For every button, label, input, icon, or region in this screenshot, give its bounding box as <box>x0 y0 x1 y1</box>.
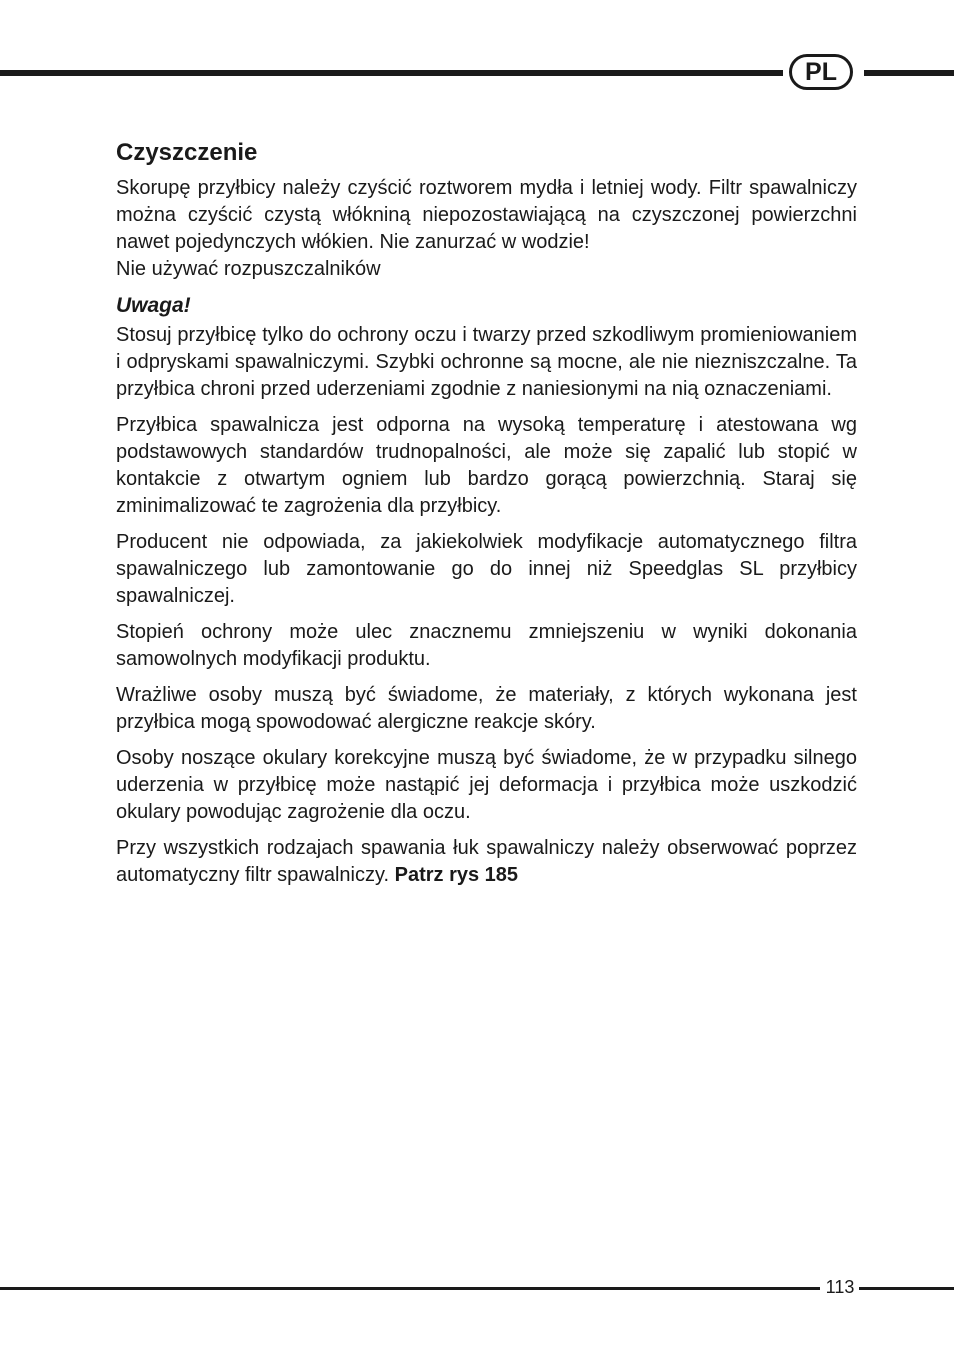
footer-rule-right <box>859 1287 954 1290</box>
warning-paragraph-7 <box>116 835 857 889</box>
cleaning-paragraph-solvents: Nie używać rozpuszczalników <box>116 258 381 280</box>
section-title-cleaning: Czyszczenie <box>116 139 258 166</box>
header-rule-right <box>864 70 954 76</box>
page-number: 113 <box>825 1277 855 1297</box>
cleaning-paragraph: Skorupę przyłbicy należy czyścić roztworem mydła i letniej wody. Filtr spawalniczy można czyścić czystą włókniną niepozostawiającą na czyszczonej powierzchni nawet pojedynczych włókien. Nie zanurzać w wodzie! <box>116 177 857 253</box>
warning-paragraph-3: Producent nie odpowiada, za jakiekolwiek modyfikacje automatycznego filtra spawalniczego lub zamontowanie go do innej niż Speedglas SL przyłbicy spawalniczej. <box>116 531 857 607</box>
arc-observation-text: Przy wszystkich rodzajach spawania łuk spawalniczy należy obserwować poprzez automatyczny filtr spawalniczy. <box>116 837 857 886</box>
warning-paragraph-1: Stosuj przyłbicę tylko do ochrony oczu i twarzy przed szkodliwym promieniowaniem i odpryskami spawalniczymi. Szybki ochronne są mocne, ale nie niezniszczalne. Ta przyłbica chroni przed uderzeniami zgodnie z naniesionymi na nią oznaczeniami. <box>116 324 857 400</box>
footer-rule-left <box>0 1287 820 1290</box>
language-badge: PL <box>789 54 853 90</box>
figure-reference: Patrz rys 185 <box>394 864 519 886</box>
warning-title: Uwaga! <box>116 294 191 317</box>
warning-paragraph-4: Stopień ochrony może ulec znacznemu zmniejszeniu w wyniki dokonania samowolnych modyfikacji produktu. <box>116 621 857 670</box>
warning-paragraph-6: Osoby noszące okulary korekcyjne muszą być świadome, że w przypadku silnego uderzenia w przyłbicę może nastąpić jej deformacja i przyłbica może uszkodzić okulary powodując zagrożenie dla oczu. <box>116 747 857 823</box>
page-content <box>116 138 857 898</box>
warning-paragraph-5: Wrażliwe osoby muszą być świadome, że materiały, z których wykonana jest przyłbica mogą spowodować alergiczne reakcje skóry. <box>116 684 857 733</box>
warning-paragraph-2: Przyłbica spawalnicza jest odporna na wysoką temperaturę i atestowana wg podstawowych standardów trudnopalności, ale może się zapalić lub stopić w kontakcie z otwartym ogniem lub bardzo gorącą powierzchnią. Staraj się zminimalizować te zagrożenia dla przyłbicy. <box>116 414 857 517</box>
header-rule-left <box>0 70 783 76</box>
